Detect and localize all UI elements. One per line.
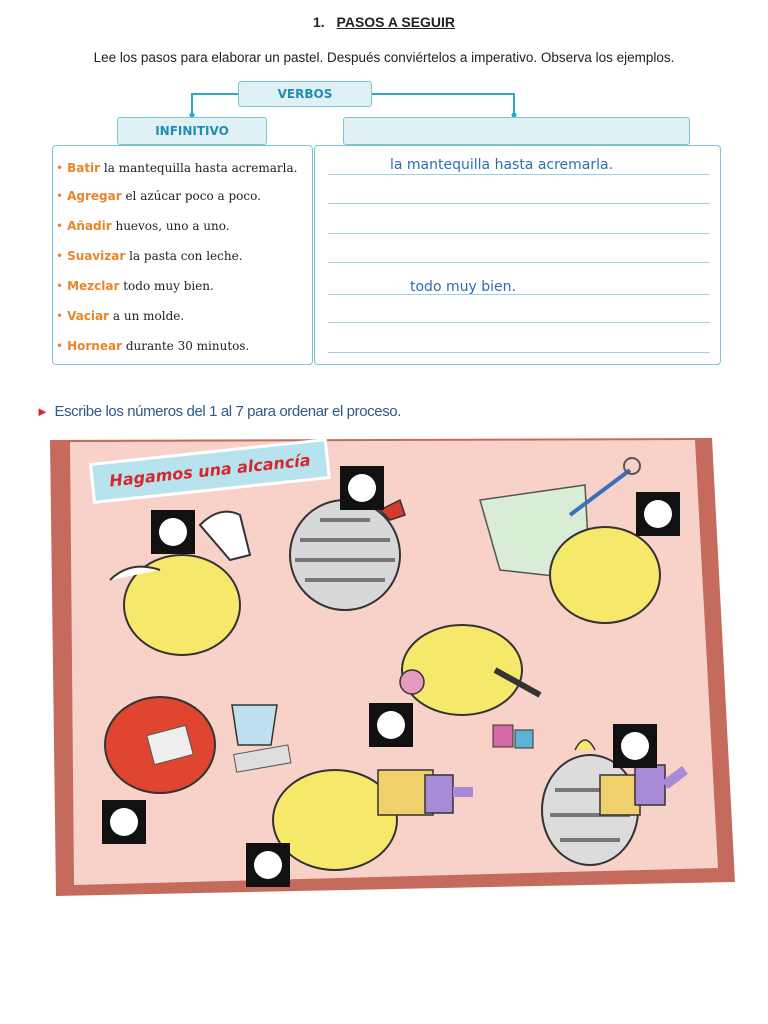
instructions: Lee los pasos para elaborar un pastel. Después conviértelos a imperativo. Observa los ejemplos. [93, 50, 675, 65]
answer-line[interactable] [328, 352, 710, 353]
imperative-panel [314, 145, 721, 365]
exercise-title-text: PASOS A SEGUIR [336, 14, 456, 30]
step-row: • Hornear durante 30 minutos. [56, 339, 250, 353]
step-row: • Vaciar a un molde. [56, 309, 185, 323]
number-box[interactable] [102, 800, 146, 844]
answer-line[interactable] [328, 233, 710, 234]
answer-line[interactable] [328, 174, 710, 175]
step-row: • Añadir huevos, uno a uno. [56, 219, 230, 233]
answer-line[interactable] [328, 262, 710, 263]
task-instruction: ► Escribe los números del 1 al 7 para ordenar el proceso. [36, 403, 402, 420]
number-box[interactable] [246, 843, 290, 887]
answer-example-1: la mantequilla hasta acremarla. [390, 157, 614, 173]
number-box[interactable] [151, 510, 195, 554]
step-row: • Agregar el azúcar poco a poco. [56, 189, 261, 203]
answer-line[interactable] [328, 294, 710, 295]
verbos-label: VERBOS [238, 81, 372, 107]
step-row: • Batir la mantequilla hasta acremarla. [56, 161, 298, 175]
arrow-icon: ► [36, 404, 49, 419]
answer-line[interactable] [328, 203, 710, 204]
number-box[interactable] [369, 703, 413, 747]
number-box[interactable] [636, 492, 680, 536]
step-row: • Suavizar la pasta con leche. [56, 249, 243, 263]
step-row: • Mezclar todo muy bien. [56, 279, 214, 293]
infinitivo-label: INFINITIVO [117, 117, 267, 145]
activity-banner: Hagamos una alcancía [108, 450, 312, 491]
answer-example-5: todo muy bien. [410, 279, 516, 295]
imperativo-label-blank[interactable] [343, 117, 690, 145]
number-box[interactable] [340, 466, 384, 510]
answer-line[interactable] [328, 322, 710, 323]
number-box[interactable] [613, 724, 657, 768]
exercise-number: 1. [312, 14, 325, 30]
